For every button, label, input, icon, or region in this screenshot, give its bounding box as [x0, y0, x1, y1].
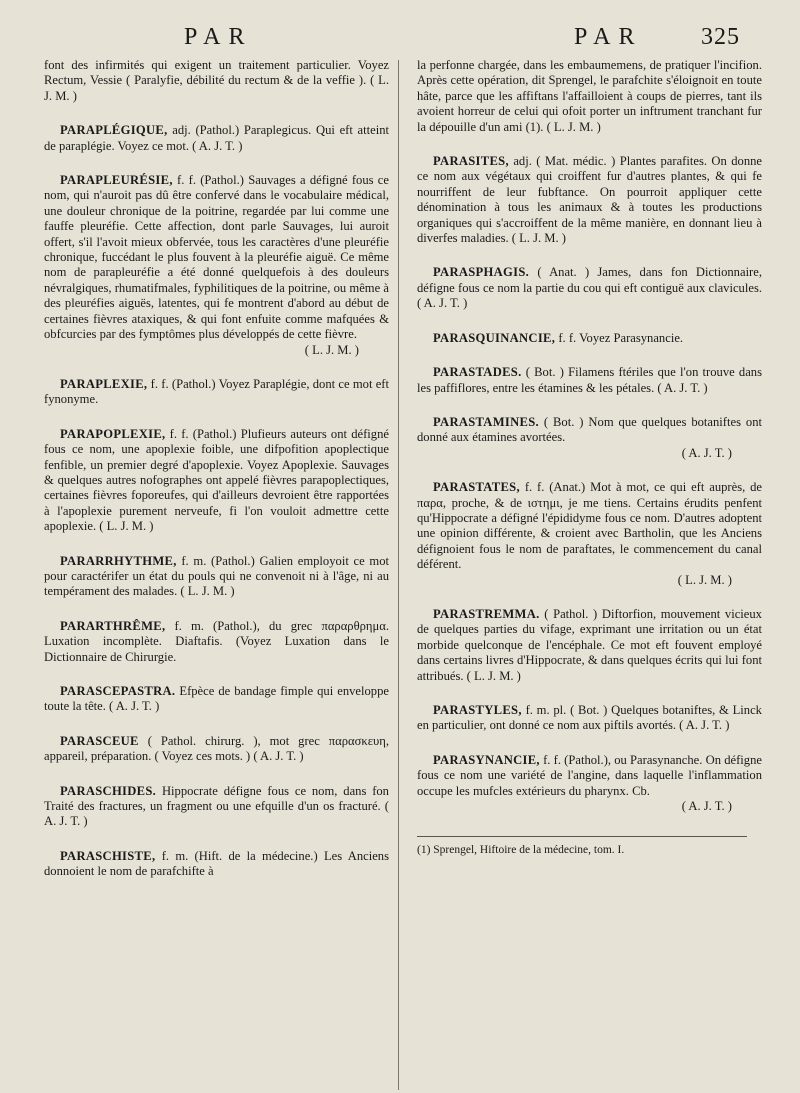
- entry-signature: ( L. J. M. ): [304, 342, 359, 357]
- entry-signature: ( A. J. T. ): [681, 799, 732, 814]
- dictionary-entry: [44, 554, 389, 600]
- entry-paragraph: [417, 415, 762, 446]
- entry-grammar-and-domain: ( Pathol. ): [544, 606, 598, 621]
- entry-signature: ( L. J. M. ): [677, 572, 732, 587]
- dictionary-entry: [44, 377, 389, 408]
- entry-signature: ( A. J. T. ): [681, 445, 732, 460]
- entry-headword: PARASYNANCIE,: [433, 752, 540, 767]
- entry-definition: Hippocrate défigne fous ce nom, dans fon Traité des fractures, un fragment ou une efquille d'un os fracturé. ( A. J. T. ): [44, 783, 389, 829]
- entry-headword: PARASCEUE: [60, 733, 139, 748]
- entry-definition: dont ce mot eft fynonyme.: [44, 376, 389, 407]
- entry-paragraph: [44, 684, 389, 715]
- dictionary-entry: [44, 734, 389, 765]
- entry-definition: Sauvages a défigné fous ce nom, qui n'auroit pas dû être confervé dans le vocabulaire médical, une douleur chronique de la poitrine, regardée par lui comme une fauffe pleuréfie. Cette affection, dont parle Sauvages, lui auroit offert, s'il l'avoit mieux obfervée, tous les caractères d'une pleuréfie chronique, fuccédant le plus fouvent à la pleuréfie aiguë. Ce même nom de parapleuréfie a été donné quelquefois à des douleurs névralgiques, rhumatifmales, fyphilitiques de la poitrine, ou même à des pleuréfies aiguës, latentes, qui fe montrent d'abord au début de certaines fièvres ataxiques, & qui font enfuite comme mafquées & obfcurcies par des fymptômes plus développés de cette fièvre.: [44, 173, 389, 342]
- entry-grammar-and-domain: adj. (Pathol.) Paraplegicus.: [172, 123, 312, 138]
- entry-paragraph: [44, 554, 389, 600]
- entry-paragraph: [44, 734, 389, 765]
- footnote: (1) Sprengel, Hiftoire de la médecine, tom. I.: [417, 836, 747, 858]
- entry-definition: Qui eft atteint de paraplégie. Voyez ce mot. ( A. J. T. ): [44, 123, 389, 153]
- entry-grammar-and-domain: f. f. Voyez Parasynancie.: [558, 330, 684, 345]
- entry-grammar-and-domain: f. f. (Pathol.): [169, 426, 237, 441]
- dictionary-entry: [44, 684, 389, 715]
- entry-definition: James, dans fon Dictionnaire, défigne fous ce nom la partie du cou qui eft contiguë aux clavicules. ( A. J. T. ): [417, 265, 762, 311]
- entry-headword: PARASCHIDES.: [60, 783, 157, 798]
- entry-paragraph: [417, 753, 762, 799]
- dictionary-entry: [417, 607, 762, 684]
- left-running-head: PAR: [184, 24, 253, 50]
- entry-paragraph: [44, 173, 389, 342]
- entry-definition: Plantes parafites. On donne ce nom aux végétaux qui croiffent fur d'autres plantes, & qui fe nourriffent de leur fubftance. On pourroit appliquer cette dénomination à tous les animaux & à toutes les productions organiques qui s'accroiffent de la même manière, en donnant lieu à diverfes maladies. ( L. J. M. ): [417, 154, 762, 246]
- entry-grammar-and-domain: f. m. (Pathol.): [181, 553, 255, 568]
- running-header: [44, 0, 774, 58]
- entry-headword: PARASTYLES,: [433, 703, 522, 717]
- entry-definition: Les Anciens donnoient le nom de parafchifte à: [44, 848, 389, 879]
- entry-headword: PARAPLEXIE,: [60, 376, 148, 391]
- dictionary-entry: [44, 58, 389, 104]
- entry-headword: PARAPLÉGIQUE,: [60, 123, 168, 138]
- entry-paragraph: [417, 703, 762, 734]
- entry-paragraph: [44, 58, 389, 104]
- dictionary-entry: [44, 784, 389, 830]
- entry-grammar-and-domain: f. f. (Pathol.) Voyez Paraplégie,: [150, 376, 310, 391]
- entry-paragraph: [44, 619, 389, 665]
- dictionary-entry: [417, 154, 762, 246]
- entry-definition: Plufieurs auteurs ont défigné fous ce nom, une apoplexie foible, une difpofition apoplectique fenfible, un premier degré d'apoplexie. Voyez Apoplexie. Sauvages & quelques autres nofographes ont appelé fièvres parapoplectiques, certaines fièvres foporeufes, qui d'ailleurs devroient être rapportées à l'apoplexie purement nerveufe, fi l'on vouloit admettre cette apoplexie. ( L. J. M. ): [44, 426, 389, 534]
- entry-paragraph: [44, 123, 389, 154]
- entry-definition: Diftorfion, mouvement vicieux de quelques parties du vifage, exprimant une irritation ou un état morbide quelconque de l'encéphale. Ce mot eft fouvent employé dans certains livres d'Hippocrate, & dans quelques écrits qui lui font attribués. ( L. J. M. ): [417, 606, 762, 683]
- entry-headword: PARARTHRÊME,: [60, 618, 166, 633]
- entry-definition: Filamens ftériles que l'on trouve dans les paffiflores, entre les étamines & les pétales. ( A. J. T. ): [417, 365, 763, 395]
- entry-paragraph: [44, 427, 389, 535]
- entry-headword: PARARRHYTHME,: [60, 553, 177, 568]
- entry-paragraph: [44, 784, 389, 830]
- entry-paragraph: [417, 58, 762, 135]
- entry-paragraph: [44, 377, 389, 408]
- entry-grammar-and-domain: f. f. (Pathol.), ou Parasynanche.: [543, 752, 703, 767]
- entry-headword: PARASPHAGIS.: [433, 265, 530, 280]
- entry-paragraph: [417, 365, 762, 396]
- column-divider: [398, 60, 399, 1090]
- entry-definition: Quelques botaniftes, & Linck en particulier, ont donné ce nom aux piftils avortés. ( A. J. T. ): [417, 703, 762, 733]
- dictionary-entry: [417, 265, 762, 311]
- entry-grammar-and-domain: f. f. (Pathol.): [177, 173, 244, 188]
- entry-definition: Mot à mot, ce qui eft auprès, de παρα, proche, & de ιστημι, je me tiens. Certains érudits penfent qu'Hippocrate a défigné l'épididyme fous ce nom. D'autres adoptent une opinion différente, & croient avec Bartholin, que les Anciens défignoient fous le nom de paraftates, le commencement du canal déférent.: [417, 480, 763, 572]
- dictionary-entry: [417, 415, 762, 461]
- entry-paragraph: [417, 331, 762, 346]
- dictionary-entry: [417, 703, 762, 734]
- entry-definition: On défigne fous ce nom une variété de l'angine, dans laquelle l'inflammation occupe les mufcles extérieurs du pharynx. Cb.: [417, 752, 762, 798]
- entry-grammar-and-domain: ( Pathol. chirurg. ),: [147, 733, 261, 748]
- entry-grammar-and-domain: adj. ( Mat. médic. ): [513, 154, 616, 169]
- entry-headword: PARASTAMINES.: [433, 414, 539, 429]
- dictionary-entry: [417, 753, 762, 815]
- left-column: [44, 58, 389, 1090]
- entry-definition: mot grec παρασκευη, appareil, préparation. ( Voyez ces mots. ) ( A. J. T. ): [44, 733, 390, 764]
- entry-headword: PARASTATES,: [433, 480, 520, 495]
- dictionary-entry: [44, 427, 389, 535]
- entry-grammar-and-domain: f. m. (Pathol.), du grec παραρθρημα.: [174, 618, 389, 633]
- entry-definition: Galien employoit ce mot pour caractérifer un état du pouls qui ne convenoit ni à l'âge, ni au tempérament des malades. ( L. J. M. ): [44, 553, 389, 599]
- entry-headword: PARASQUINANCIE,: [433, 330, 556, 345]
- entry-definition: la perfonne chargée, dans les embaumemens, de pratiquer l'incifion. Après cette opération, dit Sprengel, le parafchite s'éloignoit en toute hâte, parce que les affiftans l'affailloient à coups de pierres, tant ils avoient horreur de celui qui ofoit porter un inftrument tranchant fur la dépouille d'un ami (1). ( L. J. M. ): [417, 58, 762, 134]
- entry-definition: Luxation incomplète. Diaftafis. (Voyez Luxation dans le Dictionnaire de Chirurgie.: [44, 634, 389, 664]
- entry-paragraph: [417, 480, 762, 572]
- entry-headword: PARASITES,: [433, 154, 509, 169]
- entry-grammar-and-domain: ( Bot. ): [543, 414, 584, 429]
- right-running-head: PAR: [574, 24, 643, 50]
- entry-paragraph: [44, 849, 389, 880]
- entry-grammar-and-domain: f. f. (Anat.): [524, 480, 586, 495]
- entry-definition: Efpèce de bandage fimple qui enveloppe toute la tête. ( A. J. T. ): [44, 684, 389, 714]
- page-number: 325: [701, 24, 740, 50]
- dictionary-entry: [417, 480, 762, 588]
- entry-headword: PARAPLEURÉSIE,: [60, 173, 173, 188]
- dictionary-entry: [44, 123, 389, 154]
- entry-grammar-and-domain: ( Bot. ): [525, 365, 564, 380]
- dictionary-entry: [44, 619, 389, 665]
- dictionary-entry: [417, 331, 762, 346]
- dictionary-entry: [417, 58, 762, 135]
- entry-headword: PARAPOPLEXIE,: [60, 426, 166, 441]
- dictionary-entry: [417, 365, 762, 396]
- entry-headword: PARASTREMMA.: [433, 606, 540, 621]
- dictionary-entry: [44, 849, 389, 880]
- right-column: [417, 58, 762, 1090]
- entry-definition: Nom que quelques botaniftes ont donné aux étamines avortées.: [417, 414, 763, 445]
- entry-grammar-and-domain: f. m. pl. ( Bot. ): [525, 703, 608, 717]
- entry-paragraph: [417, 607, 762, 684]
- dictionary-entry: [44, 173, 389, 358]
- entry-grammar-and-domain: f. m. (Hift. de la médecine.): [161, 848, 318, 863]
- entry-paragraph: [417, 265, 762, 311]
- entry-headword: PARASCHISTE,: [60, 848, 156, 863]
- entry-headword: PARASCEPASTRA.: [60, 684, 176, 698]
- entry-definition: font des infirmités qui exigent un traitement particulier. Voyez Rectum, Vessie ( Paralyfie, débilité du rectum & de la veffie ). ( L. J. M. ): [44, 58, 389, 103]
- entry-grammar-and-domain: ( Anat. ): [537, 265, 590, 280]
- entry-headword: PARASTADES.: [433, 365, 522, 380]
- entry-paragraph: [417, 154, 762, 246]
